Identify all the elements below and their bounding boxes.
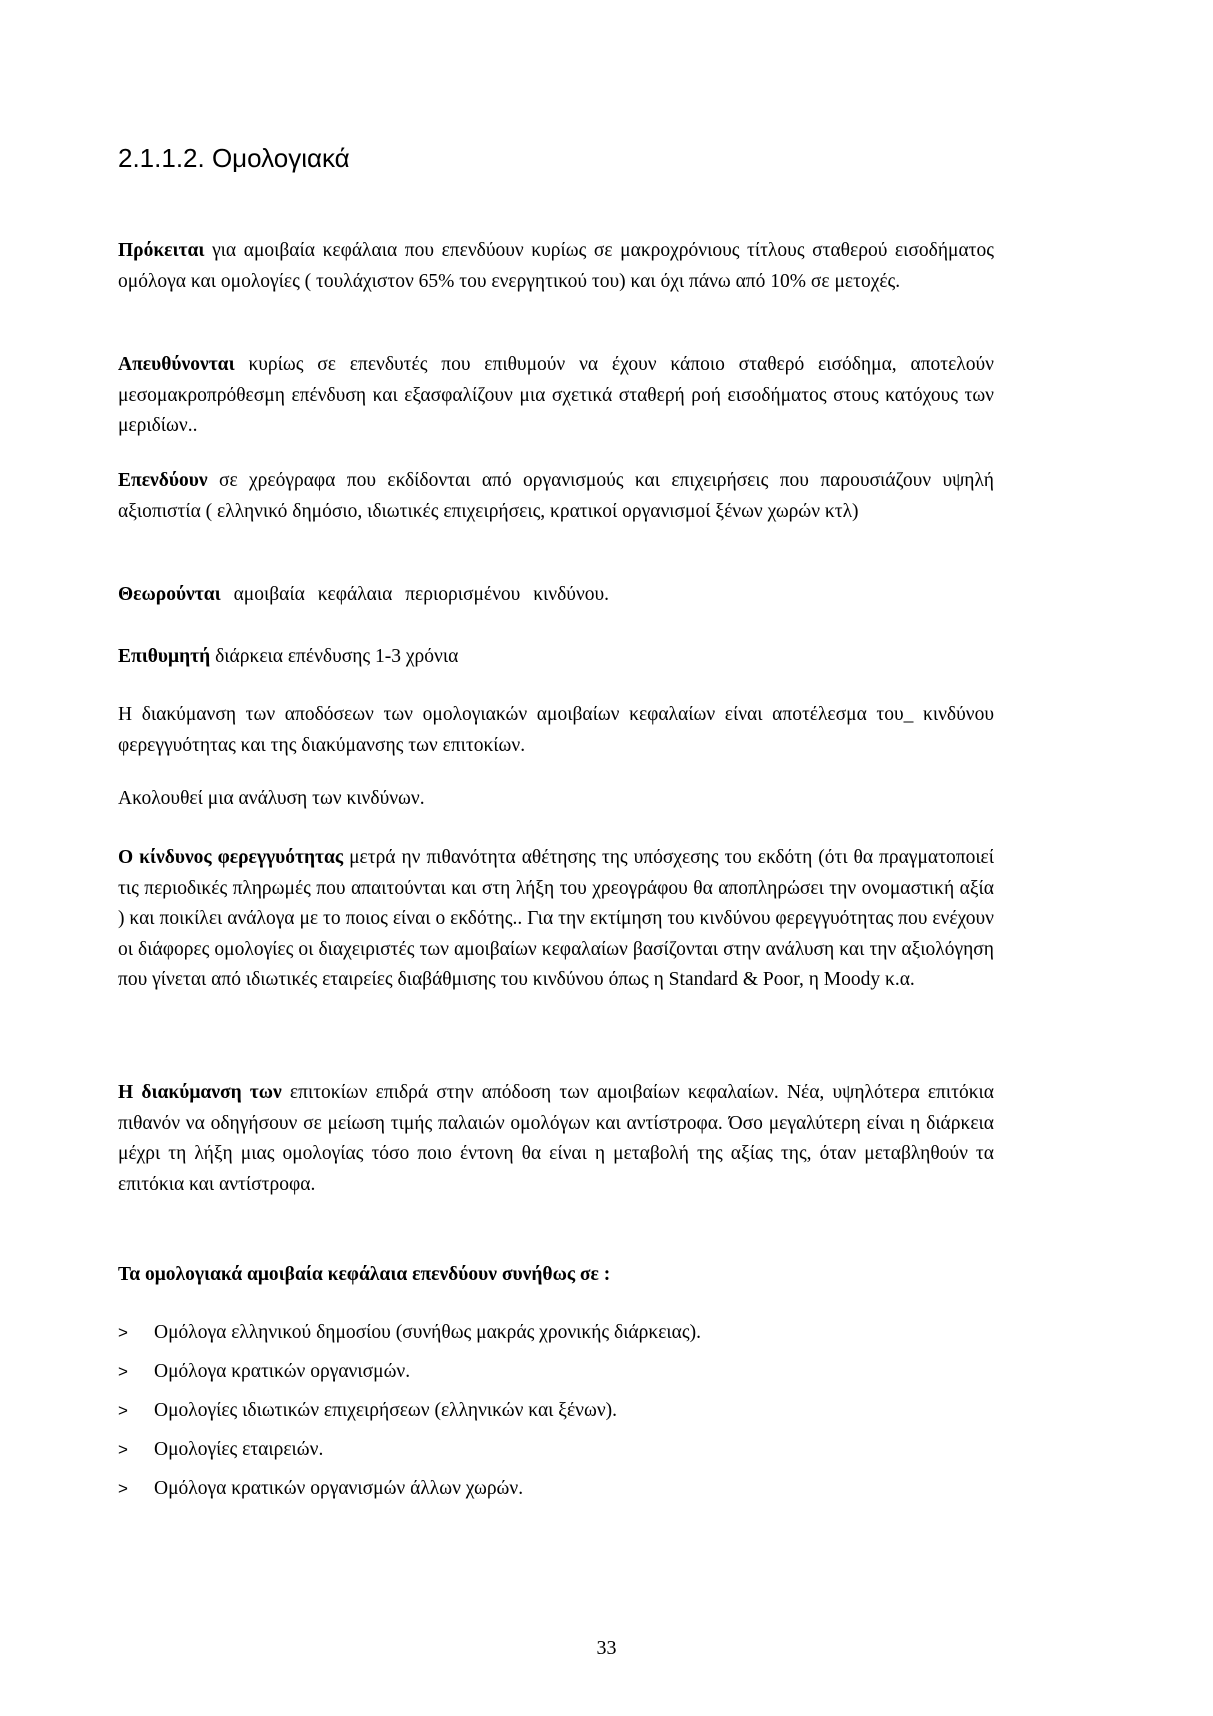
bullet-marker: > xyxy=(118,1362,128,1381)
paragraph-text: σε χρεόγραφα που εκδίδονται από οργανισμούς και επιχειρήσεις που παρουσιάζουν υψηλή αξιοπιστία ( ελληνικό δημόσιο, ιδιωτικές επιχειρήσεις, κρατικοί οργανισμοί ξένων χωρών κτλ) xyxy=(118,470,994,522)
list-item xyxy=(118,1357,701,1396)
list-item-text: Ομολογίες εταιρειών. xyxy=(154,1439,324,1460)
paragraph-lead: Πρόκειται xyxy=(118,240,205,261)
paragraph-ependyseis-heading xyxy=(118,1260,994,1291)
list-item-text: Ομόλογα κρατικών οργανισμών άλλων χωρών. xyxy=(154,1478,524,1499)
paragraph-text: επιτοκίων επιδρά στην απόδοση των αμοιβαίων κεφαλαίων. Νέα, υψηλότερα επιτόκια πιθανόν να οδηγήσουν σε μείωση τιμής παλαιών ομολόγων και αντίστροφα. Όσο μεγαλύτερη είναι η διάρκεια μέχρι τη λήξη μιας ομολογίας τόσο ποιο έντονη θα είναι η μεταβολή της αξίας της, όταν μεταβληθούν τα επιτόκια και αντίστροφα. xyxy=(118,1082,995,1195)
paragraph-prokeitai xyxy=(118,236,994,297)
paragraph-theorountai xyxy=(118,580,994,611)
page-number: 33 xyxy=(596,1637,617,1659)
bullet-list xyxy=(118,1318,701,1513)
paragraph-epithymiti xyxy=(118,642,994,673)
bullet-marker: > xyxy=(118,1440,128,1459)
paragraph-text: αμοιβαία κεφάλαια περιορισμένου κινδύνου. xyxy=(220,584,610,605)
list-item-text: Ομόλογα ελληνικού δημοσίου (συνήθως μακράς χρονικής διάρκειας). xyxy=(154,1322,701,1343)
list-item xyxy=(118,1396,701,1435)
paragraph-diakymansi-apodoseon xyxy=(118,700,994,761)
paragraph-lead: Ο κίνδυνος φερεγγυότητας xyxy=(118,847,344,868)
bullet-marker: > xyxy=(118,1479,128,1498)
section-heading: 2.1.1.2. Ομολογιακά xyxy=(118,143,350,173)
bullet-marker: > xyxy=(118,1401,128,1420)
paragraph-analysi xyxy=(118,784,994,815)
paragraph-lead: Θεωρούνται xyxy=(118,584,221,605)
paragraph-text: κυρίως σε επενδυτές που επιθυμούν να έχουν κάποιο σταθερό εισόδημα, αποτελούν μεσομακροπρόθεσμη επένδυση και εξασφαλίζουν μια σχετικά σταθερή ροή εισοδήματος στους κατόχους των μεριδίων.. xyxy=(118,354,994,436)
paragraph-diakymansi-epitokion xyxy=(118,1078,994,1200)
paragraph-apeuthynontai xyxy=(118,350,994,442)
list-item xyxy=(118,1318,701,1357)
paragraph-text: Η διακύμανση των αποδόσεων των ομολογιακών αμοιβαίων κεφαλαίων είναι αποτέλεσμα του_ κινδύνου φερεγγυότητας και της διακύμανσης των επιτοκίων. xyxy=(118,704,994,756)
bullet-marker: > xyxy=(118,1323,128,1342)
paragraph-text: για αμοιβαία κεφάλαια που επενδύουν κυρίως σε μακροχρόνιους τίτλους σταθερού εισοδήματος ομόλογα και ομολογίες ( τουλάχιστον 65% του ενεργητικού του) και όχι πάνω από 10% σε μετοχές. xyxy=(118,240,994,292)
list-item-text: Ομόλογα κρατικών οργανισμών. xyxy=(154,1361,411,1382)
list-item xyxy=(118,1474,701,1513)
paragraph-lead: Επενδύουν xyxy=(118,470,208,491)
paragraph-ependyoun xyxy=(118,466,994,527)
paragraph-lead: Επιθυμητή xyxy=(118,646,211,667)
paragraph-kindynos-fereggyotitas xyxy=(118,843,994,996)
paragraph-text: μετρά ην πιθανότητα αθέτησης της υπόσχεσης του εκδότη (ότι θα πραγματοποιεί τις περιοδικές πληρωμές που απαιτούνται και στη λήξη του χρεογράφου θα αποπληρώσει την ονομαστική αξία ) και ποικίλει ανάλογα με το ποιος είναι ο εκδότης.. Για την εκτίμηση του κινδύνου φερεγγυότητας που ενέχουν οι διάφορες ομολογίες οι διαχειριστές των αμοιβαίων κεφαλαίων βασίζονται στην ανάλυση και την αξιολόγηση που γίνεται από ιδιωτικές εταιρείες διαβάθμισης του κινδύνου όπως η Standard & Poor, η Moody κ.α. xyxy=(118,847,994,990)
paragraph-text: Ακολουθεί μια ανάλυση των κινδύνων. xyxy=(118,788,425,809)
paragraph-lead: Η διακύμανση των xyxy=(118,1082,282,1103)
list-item xyxy=(118,1435,701,1474)
list-item-text: Ομολογίες ιδιωτικών επιχειρήσεων (ελληνικών και ξένων). xyxy=(154,1400,618,1421)
paragraph-lead: Τα ομολογιακά αμοιβαία κεφάλαια επενδύουν συνήθως σε : xyxy=(118,1264,611,1285)
paragraph-lead: Απευθύνονται xyxy=(118,354,235,375)
paragraph-text: διάρκεια επένδυσης 1-3 χρόνια xyxy=(210,646,459,667)
